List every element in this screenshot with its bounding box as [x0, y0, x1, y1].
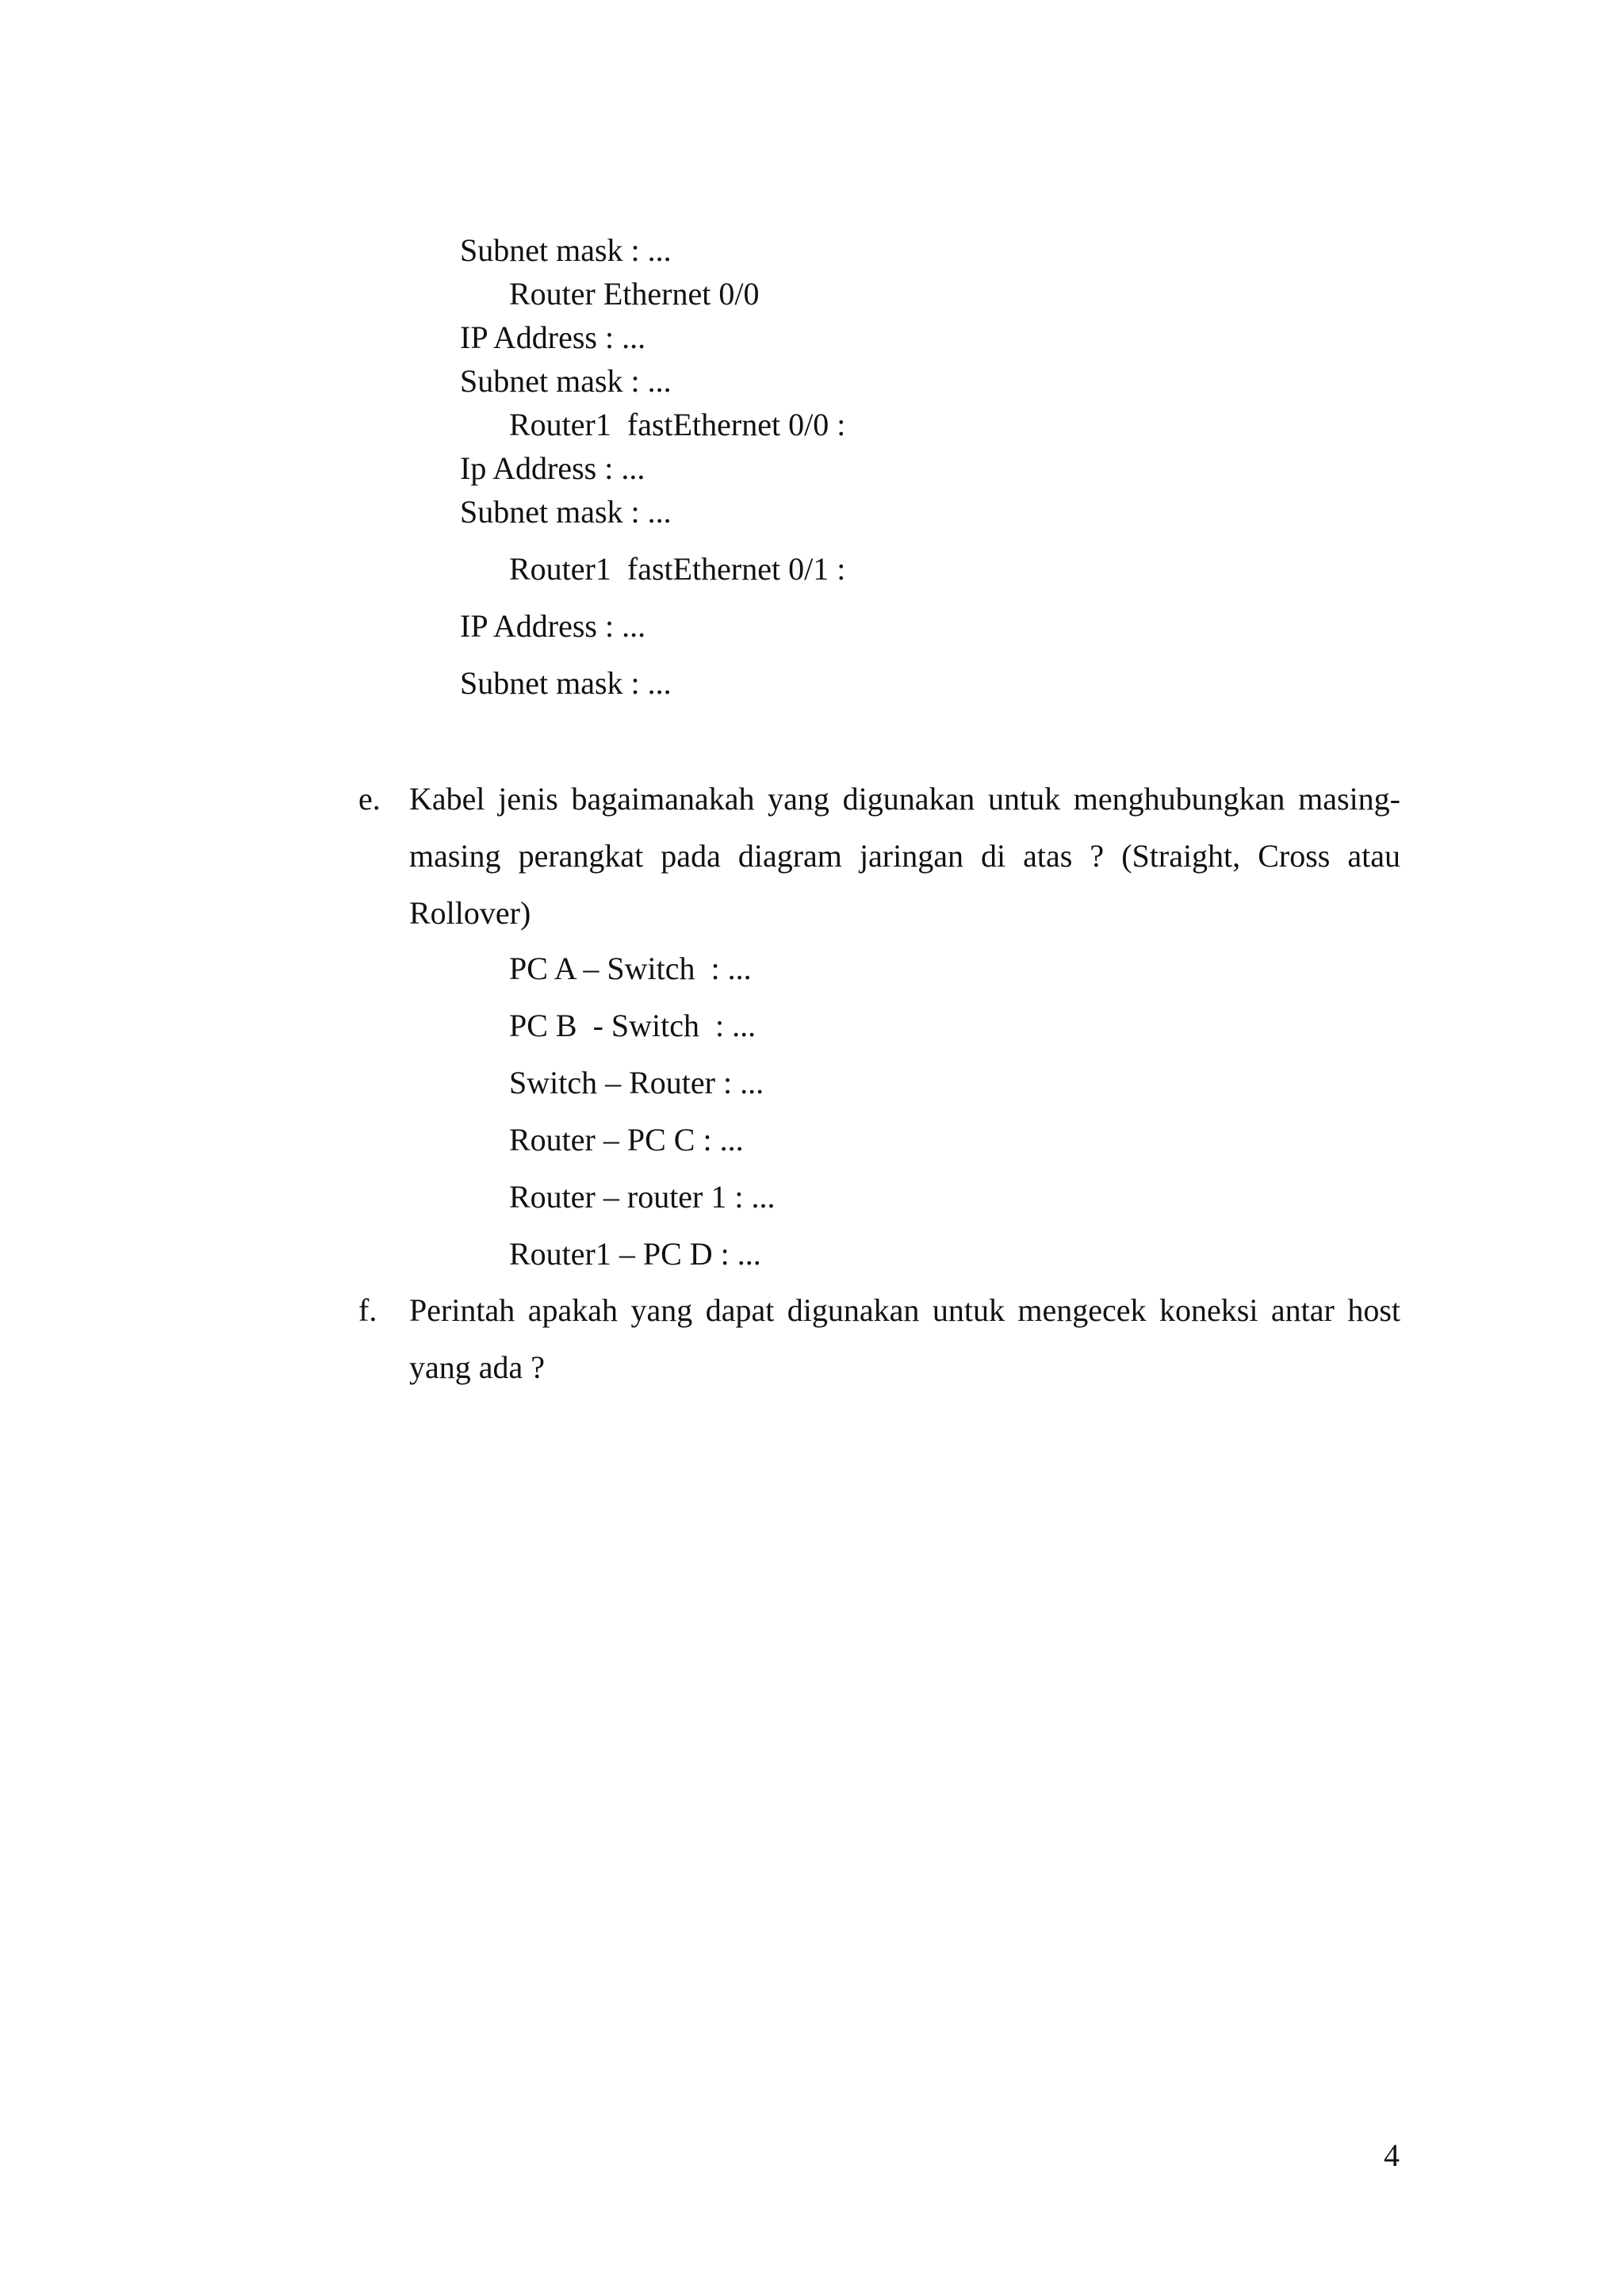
cable-answer-router-pc-c: Router – PC C : ...: [509, 1122, 744, 1158]
cable-answer-pc-a-switch: PC A – Switch : ...: [509, 951, 752, 986]
router1-fastethernet-01-mask-line: Subnet mask : ...: [460, 665, 672, 701]
router1-fastethernet-01-heading: Router1 fastEthernet 0/1 :: [509, 551, 846, 587]
cable-answer-switch-router: Switch – Router : ...: [509, 1065, 764, 1100]
router1-fastethernet-00-ip-line: Ip Address : ...: [460, 450, 645, 486]
question-e-marker: e.: [358, 781, 381, 817]
router1-fastethernet-00-mask-line: Subnet mask : ...: [460, 494, 672, 530]
cable-answer-router1-pc-d: Router1 – PC D : ...: [509, 1236, 761, 1272]
router1-fastethernet-00-heading: Router1 fastEthernet 0/0 :: [509, 407, 846, 442]
subnet-mask-line: Subnet mask : ...: [460, 232, 672, 268]
cable-answer-router-router1: Router – router 1 : ...: [509, 1179, 776, 1215]
question-e-text: Kabel jenis bagaimanakah yang digunakan untuk menghubungkan masing-masing perangkat pada diagram jaringan di atas ? (Straight, Cross atau Rollover): [409, 781, 1400, 931]
cable-answer-pc-b-switch: PC B - Switch : ...: [509, 1008, 756, 1043]
router1-fastethernet-01-ip-line: IP Address : ...: [460, 608, 646, 644]
router-ethernet-00-heading: Router Ethernet 0/0: [509, 276, 760, 312]
question-f-text: Perintah apakah yang dapat digunakan untuk mengecek koneksi antar host yang ada ?: [409, 1292, 1400, 1385]
router-ethernet-00-ip-line: IP Address : ...: [460, 320, 646, 355]
question-f-marker: f.: [358, 1292, 377, 1328]
page-number: 4: [1384, 2137, 1400, 2173]
router-ethernet-00-mask-line: Subnet mask : ...: [460, 363, 672, 399]
